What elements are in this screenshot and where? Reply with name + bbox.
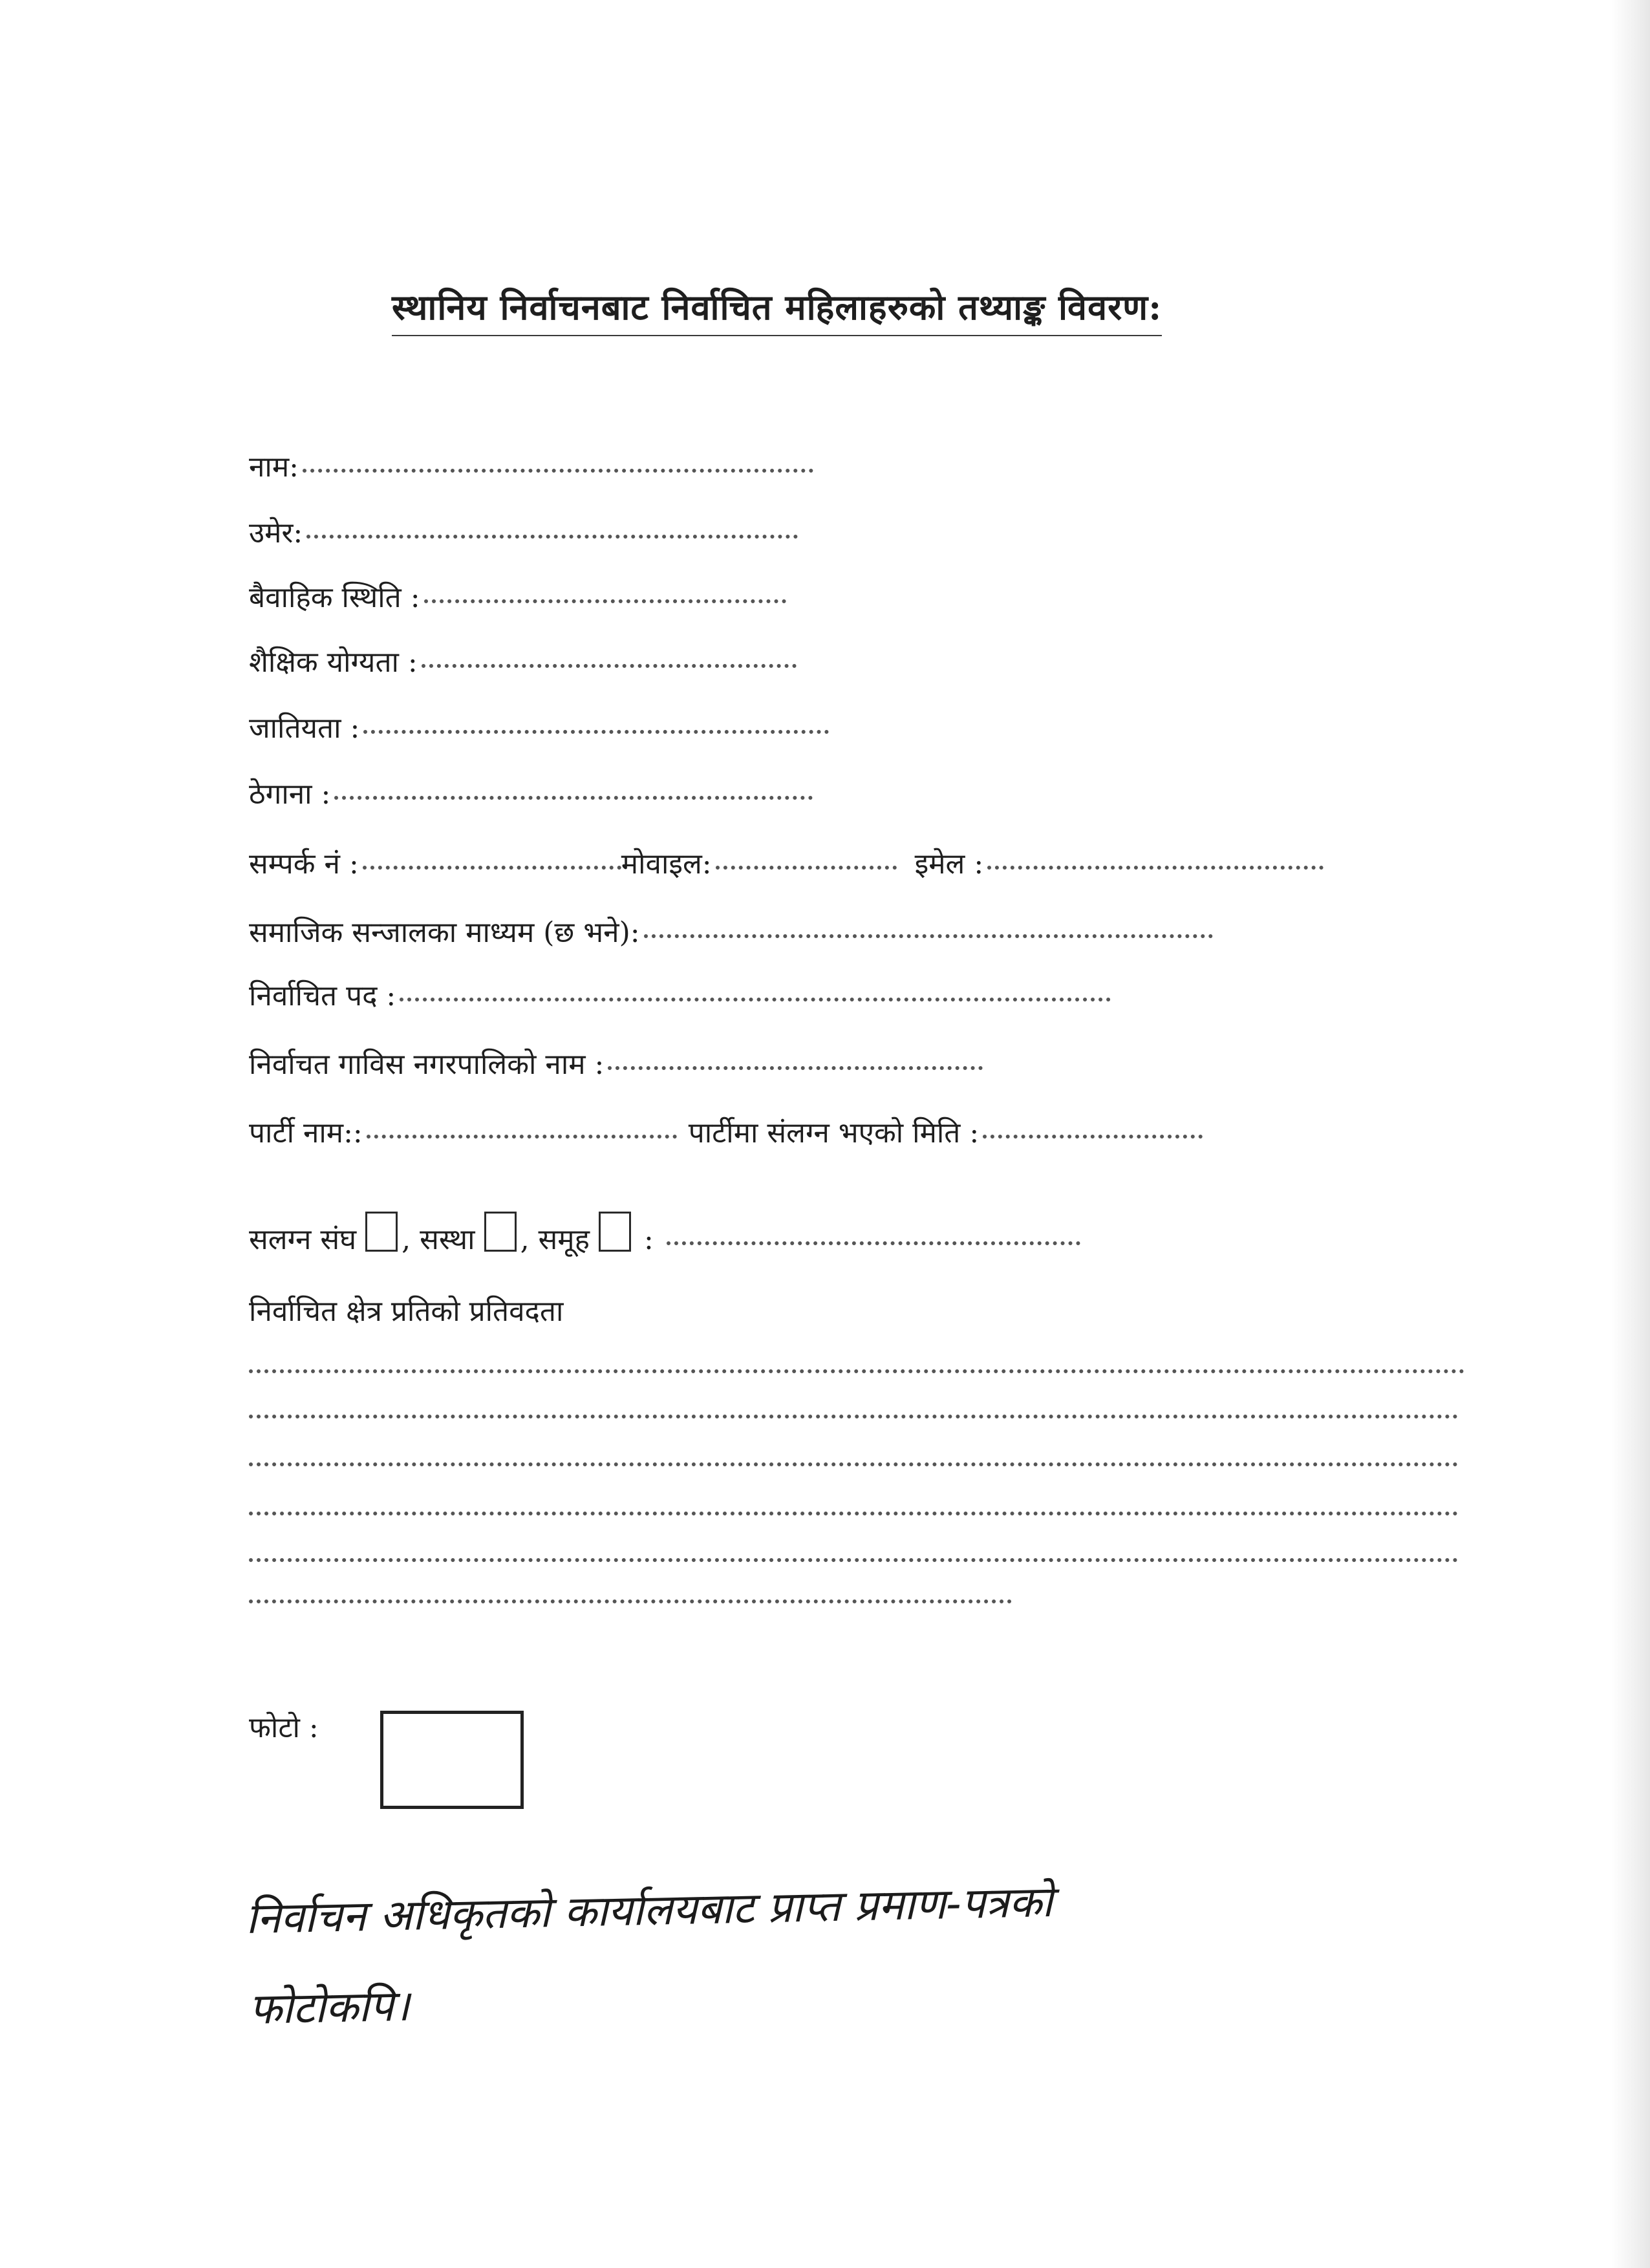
elected-post-blank[interactable]	[400, 998, 1111, 1001]
social-media-blank[interactable]	[644, 934, 1213, 938]
commitment-line-1[interactable]	[249, 1369, 1464, 1373]
affiliation-group-label: , समूह	[520, 1223, 590, 1256]
education-blank[interactable]	[422, 664, 797, 668]
contact-field[interactable]	[249, 843, 1323, 882]
elected-post-field[interactable]	[249, 975, 1111, 1014]
address-field[interactable]	[249, 773, 813, 812]
party-name-blank[interactable]	[367, 1135, 677, 1139]
affiliation-blank[interactable]	[667, 1241, 1080, 1245]
affiliation-org-label: , सस्था	[402, 1223, 475, 1256]
affiliation-union-label: सलग्न संघ	[249, 1223, 357, 1256]
mobile-blank[interactable]	[716, 866, 897, 870]
party-field[interactable]	[249, 1112, 1203, 1151]
commitment-label: निर्वाचित क्षेत्र प्रतिको प्रतिवदता	[249, 1295, 564, 1328]
email-label: इमेल :	[914, 848, 984, 881]
marital-status-label: बैवाहिक स्थिति :	[249, 581, 420, 614]
name-field[interactable]	[249, 446, 813, 485]
ethnicity-field[interactable]	[249, 707, 829, 746]
affiliation-field[interactable]	[249, 1209, 1080, 1257]
education-label: शैक्षिक योग्यता :	[249, 646, 418, 679]
age-blank[interactable]	[306, 535, 798, 539]
age-field[interactable]	[249, 512, 798, 551]
social-media-field[interactable]	[249, 912, 1213, 950]
municipality-blank[interactable]	[608, 1066, 983, 1070]
ethnicity-blank[interactable]	[363, 730, 829, 734]
handwritten-note-line-2: फोटोकपि।	[248, 1980, 411, 2034]
party-name-label: पार्टी नाम::	[249, 1117, 363, 1150]
address-label: ठेगाना :	[249, 778, 331, 811]
form-title: स्थानिय निर्वाचनबाट निर्वाचित महिलाहरुको तथ्याङ्क विवरण:	[392, 282, 1162, 336]
age-label: उमेर:	[249, 517, 303, 550]
elected-post-label: निर्वाचित पद :	[249, 979, 396, 1012]
email-blank[interactable]	[987, 866, 1323, 870]
commitment-line-3[interactable]	[249, 1462, 1458, 1466]
group-checkbox[interactable]	[599, 1212, 631, 1252]
photo-box[interactable]	[380, 1711, 524, 1809]
commitment-line-6[interactable]	[249, 1599, 1012, 1603]
marital-status-blank[interactable]	[424, 599, 786, 603]
social-media-label: समाजिक सन्जालका माध्यम (छ भने):	[249, 916, 640, 949]
name-label: नाम:	[249, 451, 299, 484]
party-join-date-blank[interactable]	[983, 1135, 1203, 1139]
address-blank[interactable]	[334, 796, 813, 800]
ethnicity-label: जातियता :	[249, 712, 360, 745]
commitment-line-4[interactable]	[249, 1512, 1458, 1515]
org-checkbox[interactable]	[484, 1212, 517, 1252]
municipality-label: निर्वाचत गाविस नगरपालिको नाम :	[249, 1048, 605, 1081]
commitment-line-5[interactable]	[249, 1558, 1458, 1562]
education-field[interactable]	[249, 641, 797, 680]
scan-page-edge	[1611, 0, 1650, 2268]
commitment-field	[249, 1290, 563, 1329]
party-join-date-label: पार्टीमा संलग्न भएको मिति :	[688, 1117, 980, 1150]
mobile-label: मोवाइल:	[621, 848, 712, 881]
commitment-line-2[interactable]	[249, 1415, 1458, 1418]
affiliation-colon: :	[643, 1223, 654, 1256]
photo-field	[249, 1707, 319, 1746]
name-blank[interactable]	[303, 469, 813, 473]
union-checkbox[interactable]	[365, 1212, 398, 1252]
handwritten-note-line-1: निर्वाचन अधिकृतको कार्यालयबाट प्राप्त प्रमाण-पत्रको	[245, 1876, 1053, 1943]
contact-blank[interactable]	[363, 866, 621, 870]
municipality-field[interactable]	[249, 1043, 983, 1082]
photo-label: फोटो :	[249, 1711, 319, 1744]
marital-status-field[interactable]	[249, 577, 786, 615]
contact-label: सम्पर्क नं :	[249, 848, 359, 881]
